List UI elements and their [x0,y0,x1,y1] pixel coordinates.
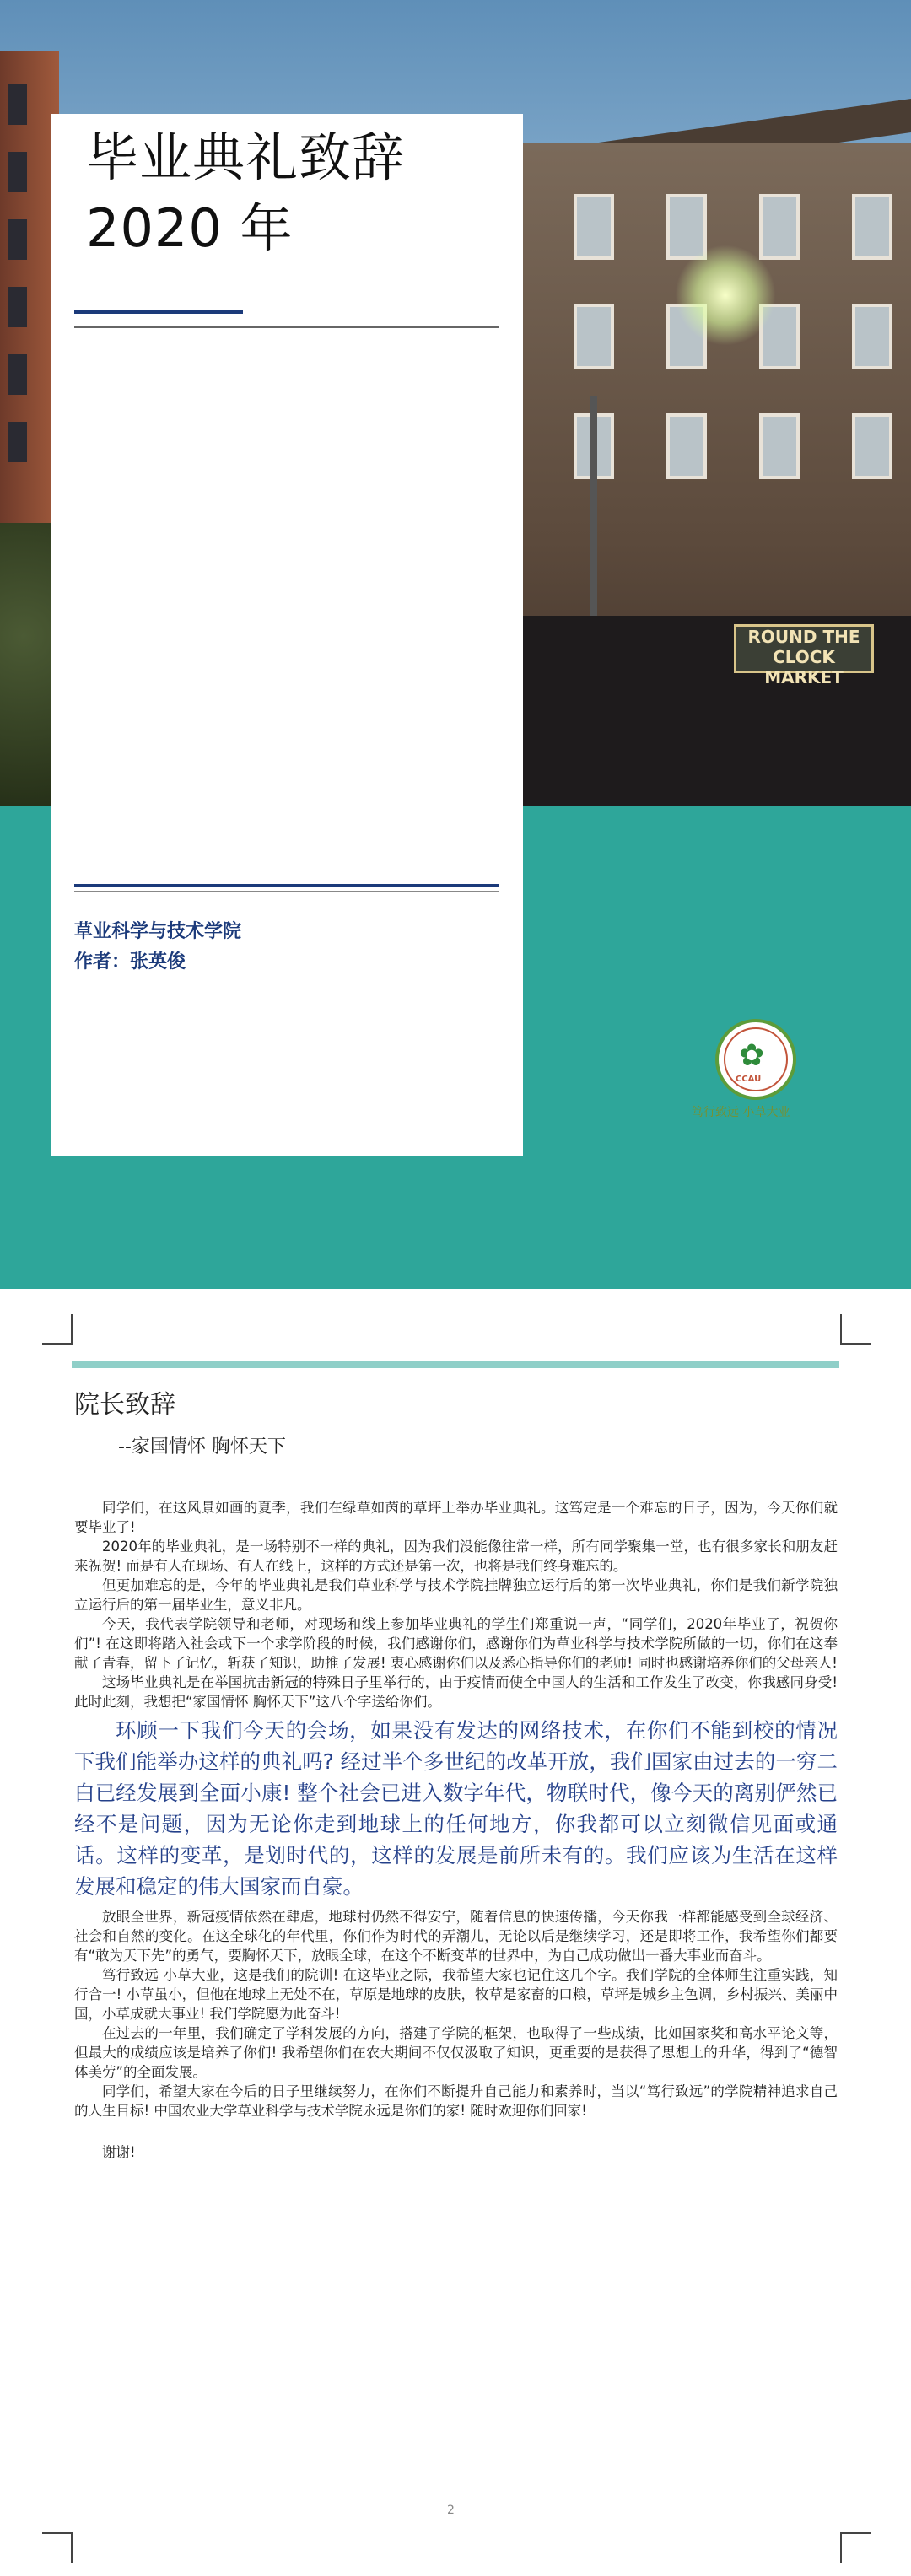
crop-mark [42,1314,73,1345]
paragraph: 这场毕业典礼是在举国抗击新冠的特殊日子里举行的，由于疫情而使全中国人的生活和工作发生了改变，你我感同身受! 此时此刻，我想把“家国情怀 胸怀天下”这八个字送给你们。 [74,1674,838,1710]
college-motto: 笃行致远 小草大业 [692,1106,790,1119]
logo-text: CCAU [736,1075,762,1084]
paragraph: 今天，我代表学院领导和老师，对现场和线上参加毕业典礼的学生们郑重说一声，“同学们，2020年毕业了，祝贺你们”! 在这即将踏入社会或下一个求学阶段的时候，我们感谢你们，感谢你们为草业科学与技术学院所做的一切，你们在这奉献了青春，留下了记忆，斩获了知识，助推了发展! 衷心感谢你们以及悉心指导你们的老师! 同时也感谢培养你们的父母亲人! [74,1616,838,1671]
title-line-2: 2020 年 [86,197,294,259]
crop-mark [840,2532,871,2563]
speech-subtitle: --家国情怀 胸怀天下 [118,1436,286,1458]
school-name: 草业科学与技术学院 [74,921,242,942]
cover-title [86,122,405,264]
title-card [51,114,523,1156]
paragraph: 但更加难忘的是，今年的毕业典礼是我们草业科学与技术学院挂牌独立运行后的第一次毕业典礼，你们是我们新学院独立运行后的第一届毕业生，意义非凡。 [74,1577,838,1613]
title-rule [74,326,499,328]
crop-mark [840,1314,871,1345]
crop-mark [42,2532,73,2563]
paragraph: 笃行致远 小草大业，这是我们的院训! 在这毕业之际，我希望大家也记住这几个字。我们学院的全体师生注重实践，知行合一! 小草虽小，但他在地球上无处不在，草原是地球的皮肤，牧草是家畜的口粮，草坪是城乡主色调，乡村振兴、美丽中国，小草成就大事业! 我们学院愿为此奋斗! [74,1967,838,2022]
college-logo-icon: ✿ CCAU [715,1019,796,1100]
author-rule-accent [74,884,499,887]
paragraph: 同学们，在这风景如画的夏季，我们在绿草如茵的草坪上举办毕业典礼。这笃定是一个难忘的日子，因为，今天你们就要毕业了! [74,1500,838,1535]
paragraph: 2020年的毕业典礼，是一场特别不一样的典礼，因为我们没能像往常一样，所有同学聚集一堂，也有很多家长和朋友赶来祝贺! 而是有人在现场、有人在线上，这样的方式还是第一次，也将是我们终身难忘的。 [74,1539,838,1574]
paragraph: 在过去的一年里，我们确定了学科发展的方向，搭建了学院的框架，也取得了一些成绩，比如国家奖和高水平论文等，但最大的成绩应该是培养了你们! 我希望你们在农大期间不仅仅汲取了知识，更重要的是获得了思想上的升华，得到了“德智体美劳”的全面发展。 [74,2025,838,2080]
title-rule-accent [74,310,243,314]
page-number: 2 [447,2503,455,2517]
title-line-1: 毕业典礼致辞 [86,127,406,188]
author-rule [74,891,499,892]
sun-flare [675,245,776,346]
paragraph: 放眼全世界，新冠疫情依然在肆虐，地球村仍然不得安宁，随着信息的快速传播，今天你我一样都能感受到全球经济、社会和自然的变化。在这全球化的年代里，你们作为时代的弄潮儿，无论以后是继续学习，还是即将工作，我希望你们都要有“敢为天下先”的勇气，要胸怀天下，放眼全球，在这个不断变革的世界中，为自己成功做出一番大事业而奋斗。 [74,1909,838,1964]
closing-thanks: 谢谢! [102,2144,136,2160]
author-name: 作者：张英俊 [74,951,186,973]
speech-body [74,1498,838,2162]
highlight-paragraph: 环顾一下我们今天的会场，如果没有发达的网络技术，在你们不能到校的情况下我们能举办这样的典礼吗? 经过半个多世纪的改革开放，我们国家由过去的一穷二白已经发展到全面小康! 整个社会已进入数字年代，物联时代，像今天的离别俨然已经不是问题，因为无论你走到地球上的任何地方，你我都可以立刻微信见面或通话。这样的变革，是划时代的，这样的发展是前所未有的。我们应该为生活在这样发展和稳定的伟大国家而自豪。 [74,1718,838,1899]
speech-page [0,1289,911,2576]
speech-heading: 院长致辞 [74,1390,175,1420]
header-rule [72,1361,839,1368]
paragraph: 同学们，希望大家在今后的日子里继续努力，在你们不断提升自己能力和素养时，当以“笃行致远”的学院精神追求自己的人生目标! 中国农业大学草业科学与技术学院永远是你们的家! 随时欢迎你们回家! [74,2083,838,2119]
market-sign: ROUND THE CLOCK MARKET [734,624,874,673]
